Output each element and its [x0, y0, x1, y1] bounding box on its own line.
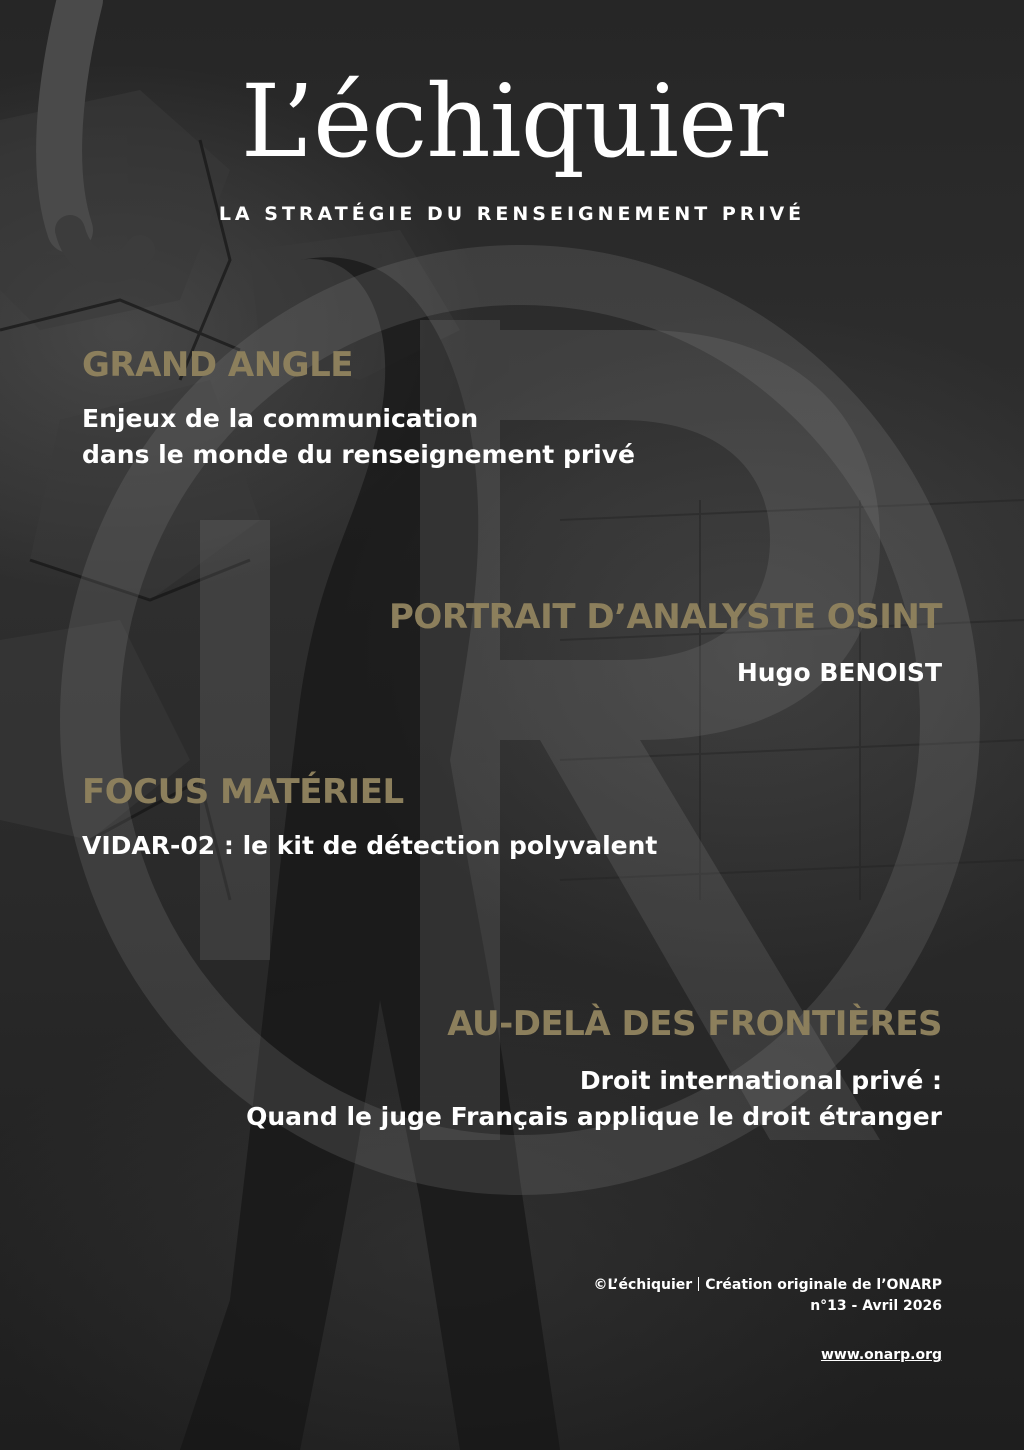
footer-copyright: ©L’échiquier [593, 1277, 693, 1293]
footer-separator [698, 1277, 699, 1291]
footer-credit: Création originale de l’ONARP [705, 1277, 942, 1293]
footer-issue: n°13 - Avril 2026 [810, 1298, 942, 1314]
section-text-line: dans le monde du renseignement privé [82, 440, 635, 469]
section-title-focus-materiel: FOCUS MATÉRIEL [82, 772, 404, 812]
section-text-line: Quand le juge Français applique le droit étranger [246, 1102, 942, 1131]
section-text-focus-materiel [82, 828, 657, 864]
section-text-line: Enjeux de la communication [82, 404, 479, 433]
section-title-grand-angle: GRAND ANGLE [82, 345, 353, 385]
section-text-line: VIDAR-02 : le kit de détection polyvalent [82, 831, 658, 860]
section-title-portrait: PORTRAIT D’ANALYSTE OSINT [389, 597, 942, 637]
footer-credits [593, 1277, 942, 1293]
section-text-frontieres [246, 1063, 942, 1135]
masthead-title: L’échiquier [240, 63, 784, 180]
section-text-portrait [737, 655, 942, 691]
footer-website-link[interactable]: www.onarp.org [820, 1347, 942, 1363]
masthead-tagline: LA STRATÉGIE DU RENSEIGNEMENT PRIVÉ [218, 203, 806, 225]
section-text-line: Hugo BENOIST [736, 658, 942, 687]
section-title-frontieres: AU-DELÀ DES FRONTIÈRES [447, 1004, 942, 1044]
section-text-line: Droit international privé : [579, 1066, 942, 1095]
section-text-grand-angle [82, 401, 635, 473]
